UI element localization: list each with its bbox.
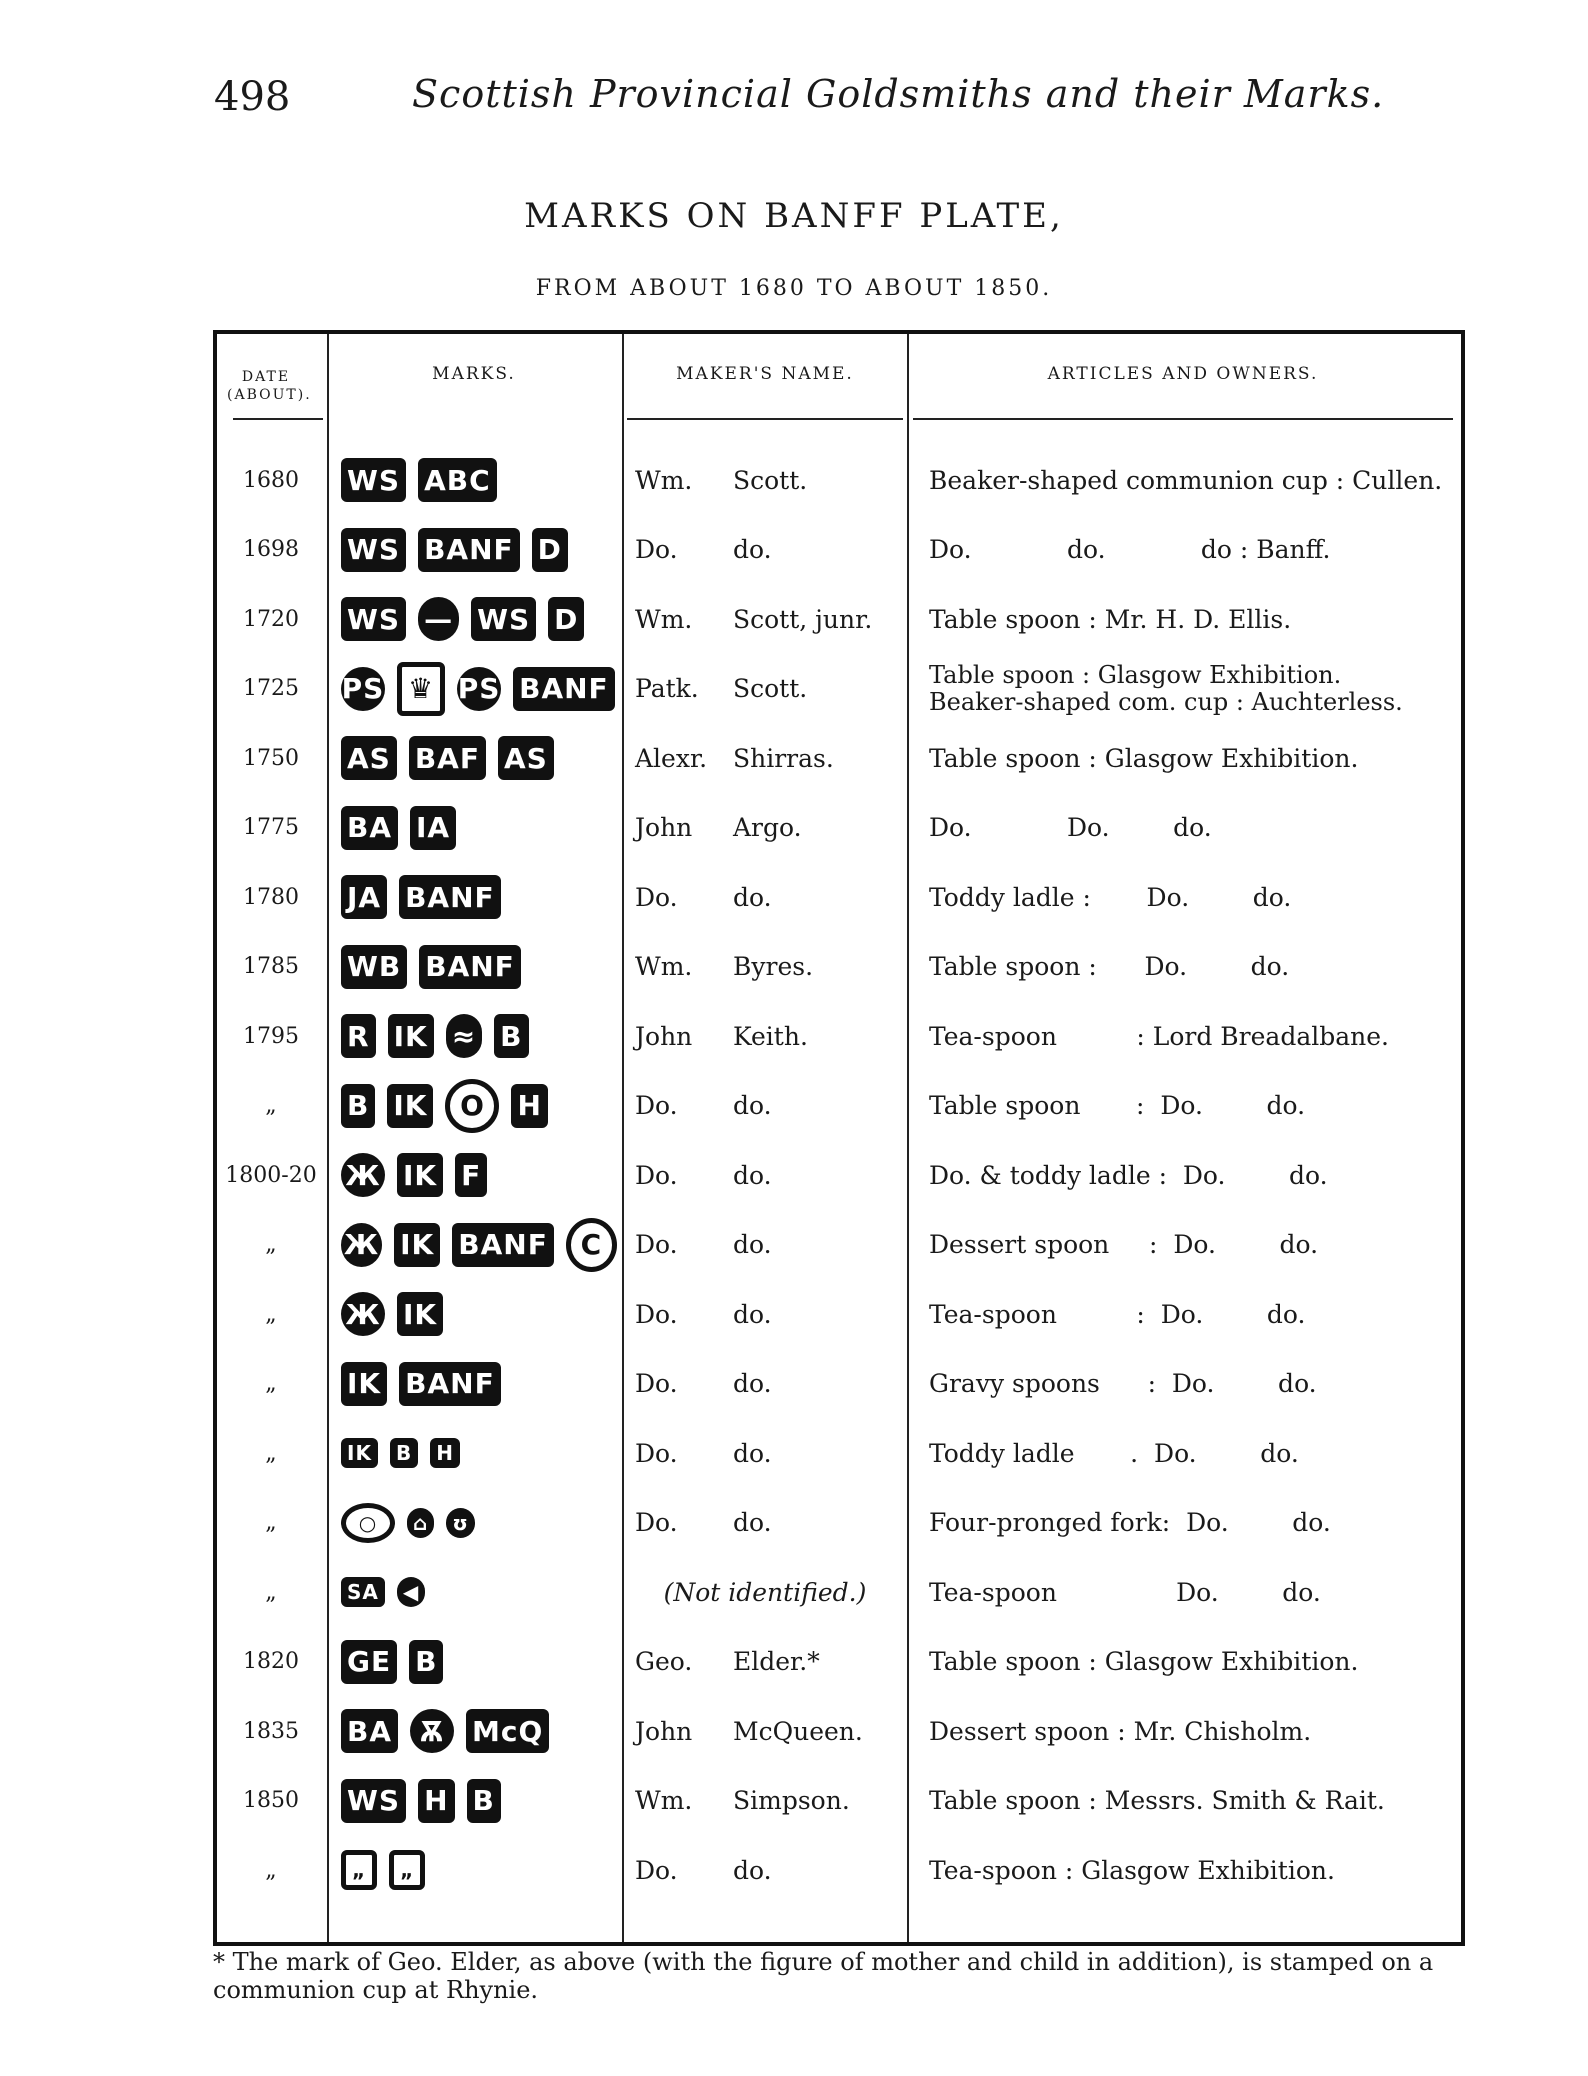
hallmark: C (566, 1218, 617, 1272)
row-article: Dessert spoon : Mr. Chisholm. (929, 1716, 1312, 1746)
hallmark: O (445, 1079, 499, 1133)
table-row (217, 1141, 1461, 1209)
row-article: Do. & toddy ladle : Do. do. (929, 1160, 1328, 1190)
row-maker-last: Keith. (733, 1021, 808, 1051)
hallmark: BANF (399, 875, 501, 919)
row-maker-first: John (635, 1716, 693, 1746)
row-maker: (Not identified.) (663, 1577, 867, 1607)
hallmark: IK (341, 1438, 378, 1468)
row-maker-first: Geo. (635, 1647, 693, 1676)
row-date: 1795 (243, 1023, 299, 1049)
row-maker-last: do. (733, 1508, 772, 1537)
hallmark: WS (341, 458, 406, 502)
header-maker: MAKER'S NAME. (676, 364, 854, 384)
hallmark: IK (394, 1223, 440, 1267)
row-article: Tea-spoon : Glasgow Exhibition. (929, 1855, 1335, 1885)
row-article: Toddy ladle . Do. do. (929, 1438, 1299, 1468)
hallmark: H (418, 1779, 454, 1823)
row-maker-last: Byres. (733, 952, 814, 981)
table-row (217, 1211, 1461, 1279)
row-marks (341, 1836, 617, 1904)
row-date: 1750 (243, 745, 299, 771)
header-articles: ARTICLES AND OWNERS. (1047, 364, 1319, 384)
row-marks (341, 1211, 617, 1279)
page-subtitle: FROM ABOUT 1680 TO ABOUT 1850. (535, 276, 1053, 301)
row-article: Tea-spoon Do. do. (929, 1577, 1321, 1607)
hallmark: F (455, 1153, 487, 1197)
hallmark: Ж (341, 1292, 385, 1336)
footnote: * The mark of Geo. Elder, as above (with the figure of mother and child in addition), is stamped on a communion cup at Rhynie. (213, 1948, 1434, 2004)
row-date: 1680 (243, 467, 299, 493)
row-marks (341, 585, 617, 653)
table-row (217, 1350, 1461, 1418)
hallmark: BANF (419, 945, 521, 989)
row-maker-last: Shirras. (733, 743, 834, 773)
table-row (217, 1072, 1461, 1140)
row-maker-last: do. (733, 535, 772, 564)
table-row (217, 1002, 1461, 1070)
row-maker-first: John (635, 1021, 693, 1051)
row-date: „ (265, 1510, 277, 1535)
row-marks (341, 794, 617, 862)
table-row (217, 1419, 1461, 1487)
row-article: Four-pronged fork: Do. do. (929, 1508, 1331, 1537)
hallmark: R (341, 1014, 376, 1058)
hallmark: ⌂ (407, 1508, 434, 1538)
hallmark: IK (397, 1292, 443, 1336)
running-title: Scottish Provincial Goldsmiths and their Marks. (412, 72, 1385, 116)
header-rule (627, 418, 903, 420)
table-row (217, 1558, 1461, 1626)
table-row (217, 863, 1461, 931)
hallmark: H (511, 1084, 547, 1128)
hallmark: PS (457, 667, 501, 711)
hallmark: BANF (418, 528, 520, 572)
row-maker-last: do. (733, 1230, 772, 1259)
row-date: 1820 (243, 1649, 299, 1674)
row-maker-first: Do. (635, 1160, 678, 1190)
row-maker-last: do. (733, 1091, 772, 1120)
hallmark: ♛ (397, 662, 445, 716)
row-article: Do. do. do : Banff. (929, 535, 1331, 564)
hallmark: WS (341, 528, 406, 572)
page-title: MARKS ON BANFF PLATE, (524, 196, 1064, 236)
row-marks (341, 724, 617, 792)
row-maker-first: Do. (635, 1855, 678, 1885)
row-date: 1800-20 (225, 1162, 317, 1188)
article-line: Table spoon : Glasgow Exhibition. (929, 660, 1342, 689)
row-date: 1780 (243, 884, 299, 910)
row-maker-last: do. (733, 1855, 772, 1885)
row-maker-first: Patk. (635, 674, 699, 703)
row-maker-first: Wm. (635, 465, 693, 495)
row-maker-first: Do. (635, 1299, 678, 1329)
header-date: DATE (ABOUT). (227, 369, 312, 403)
row-article: Table spoon : Do. do. (929, 952, 1290, 981)
row-maker-last: McQueen. (733, 1716, 863, 1746)
hallmark: BA (341, 806, 398, 850)
row-marks (341, 1280, 617, 1348)
row-maker-last: do. (733, 1438, 772, 1468)
table-row (217, 724, 1461, 792)
row-maker-first: Do. (635, 535, 678, 564)
row-marks (341, 1767, 617, 1835)
hallmark: AS (341, 736, 397, 780)
header-rule (233, 418, 323, 420)
hallmark: Ѫ (410, 1709, 454, 1753)
row-date: 1698 (243, 537, 299, 562)
table-row (217, 1767, 1461, 1835)
hallmark: AS (498, 736, 554, 780)
row-article: Tea-spoon : Lord Breadalbane. (929, 1021, 1389, 1051)
hallmark: WS (341, 1779, 406, 1823)
row-marks (341, 1628, 617, 1696)
table-row (217, 516, 1461, 584)
article-line: Beaker-shaped com. cup : Auchterless. (929, 687, 1403, 716)
row-date: 1785 (243, 954, 299, 979)
hallmark: BANF (452, 1223, 554, 1267)
row-marks (341, 1141, 617, 1209)
row-maker-first: Wm. (635, 952, 693, 981)
row-maker-first: John (635, 813, 693, 842)
hallmark: WS (341, 597, 406, 641)
hallmark: WB (341, 945, 407, 989)
hallmark: D (548, 597, 584, 641)
hallmark: GE (341, 1640, 397, 1684)
row-article: Table spoon : Do. do. (929, 1091, 1306, 1120)
hallmark: B (341, 1084, 375, 1128)
header-rule (913, 418, 1453, 420)
hallmark: D (532, 528, 568, 572)
hallmark: B (390, 1438, 418, 1468)
hallmark: IK (388, 1014, 434, 1058)
hallmark: JA (341, 875, 387, 919)
hallmark: ≈ (446, 1014, 482, 1058)
row-article: Dessert spoon : Do. do. (929, 1230, 1319, 1259)
row-maker-first: Do. (635, 1438, 678, 1468)
hallmark: „ (341, 1850, 377, 1890)
table-row (217, 585, 1461, 653)
row-article: Toddy ladle : Do. do. (929, 882, 1292, 912)
row-marks (341, 1489, 617, 1557)
hallmark: BANF (399, 1362, 501, 1406)
hallmark: BA (341, 1709, 398, 1753)
table-row (217, 1280, 1461, 1348)
row-date: „ (265, 1440, 277, 1466)
row-marks (341, 1419, 617, 1487)
row-maker-last: Scott, junr. (733, 604, 873, 634)
hallmark: ʊ (446, 1508, 474, 1538)
row-date: 1720 (243, 606, 299, 632)
row-marks (341, 1558, 617, 1626)
row-maker-first: Wm. (635, 1786, 693, 1815)
row-article: Table spoon : Glasgow Exhibition. (929, 743, 1359, 773)
row-article: Tea-spoon : Do. do. (929, 1299, 1306, 1329)
row-maker-first: Do. (635, 882, 678, 912)
table-row (217, 446, 1461, 514)
hallmark: IK (341, 1362, 387, 1406)
hallmark: — (418, 597, 459, 641)
hallmark: „ (389, 1850, 425, 1890)
row-marks (341, 1002, 617, 1070)
row-marks (341, 933, 617, 1001)
hallmark: Ж (341, 1153, 385, 1197)
row-date: „ (265, 1371, 277, 1396)
row-date: „ (265, 1857, 277, 1883)
hallmark: B (467, 1779, 501, 1823)
table-row (217, 1489, 1461, 1557)
hallmark: IA (410, 806, 456, 850)
row-article: Table spoon : Messrs. Smith & Rait. (929, 1786, 1385, 1815)
row-maker-last: Simpson. (733, 1786, 850, 1815)
hallmark: ◀ (397, 1577, 425, 1607)
table-row (217, 1836, 1461, 1904)
row-maker-first: Do. (635, 1369, 678, 1398)
row-maker-last: Argo. (733, 813, 802, 842)
row-maker-last: do. (733, 1160, 772, 1190)
row-date: 1835 (243, 1718, 299, 1744)
page-number: 498 (214, 74, 291, 120)
row-marks (341, 1350, 617, 1418)
row-marks (341, 516, 617, 584)
hallmark: H (430, 1438, 460, 1468)
row-article: Table spoon : Glasgow Exhibition. (929, 1647, 1359, 1676)
row-article: Table spoon : Mr. H. D. Ellis. (929, 604, 1292, 634)
row-maker-last: Scott. (733, 674, 808, 703)
row-date: 1775 (243, 815, 299, 840)
row-maker-first: Do. (635, 1230, 678, 1259)
hallmark: BANF (513, 667, 615, 711)
hallmark: BAF (409, 736, 486, 780)
row-marks (341, 863, 617, 931)
hallmark: PS (341, 667, 385, 711)
table-row (217, 1697, 1461, 1765)
row-marks (341, 1697, 617, 1765)
row-marks (341, 655, 617, 723)
row-maker-first: Do. (635, 1091, 678, 1120)
table-row (217, 933, 1461, 1001)
row-maker-last: Scott. (733, 465, 808, 495)
row-date: 1850 (243, 1788, 299, 1813)
header-marks: MARKS. (432, 364, 516, 384)
table-row (217, 655, 1461, 723)
row-date: „ (265, 1301, 277, 1327)
row-maker-last: Elder.* (733, 1647, 820, 1676)
table-row (217, 794, 1461, 862)
row-date: 1725 (243, 676, 299, 701)
row-date: „ (265, 1232, 277, 1257)
row-maker-first: Wm. (635, 604, 693, 634)
row-maker-last: do. (733, 1369, 772, 1398)
hallmark: B (409, 1640, 443, 1684)
row-article: Do. Do. do. (929, 813, 1212, 842)
row-date: „ (265, 1093, 277, 1118)
row-article (929, 655, 1459, 723)
row-article: Beaker-shaped communion cup : Cullen. (929, 465, 1443, 495)
row-marks (341, 1072, 617, 1140)
row-article: Gravy spoons : Do. do. (929, 1369, 1317, 1398)
hallmark: IK (387, 1084, 433, 1128)
hallmark: B (494, 1014, 528, 1058)
hallmark: Ж (341, 1223, 382, 1267)
row-maker-last: do. (733, 1299, 772, 1329)
hallmark: ABC (418, 458, 497, 502)
hallmark: WS (471, 597, 536, 641)
row-maker-last: do. (733, 882, 772, 912)
row-marks (341, 446, 617, 514)
row-maker-first: Alexr. (635, 743, 708, 773)
table-row (217, 1628, 1461, 1696)
hallmark: McQ (466, 1709, 549, 1753)
row-date: „ (265, 1579, 277, 1605)
hallmark: SA (341, 1577, 385, 1607)
hallmark: ○ (341, 1503, 395, 1543)
row-maker-first: Do. (635, 1508, 678, 1537)
hallmark: IK (397, 1153, 443, 1197)
marks-table (213, 330, 1465, 1946)
